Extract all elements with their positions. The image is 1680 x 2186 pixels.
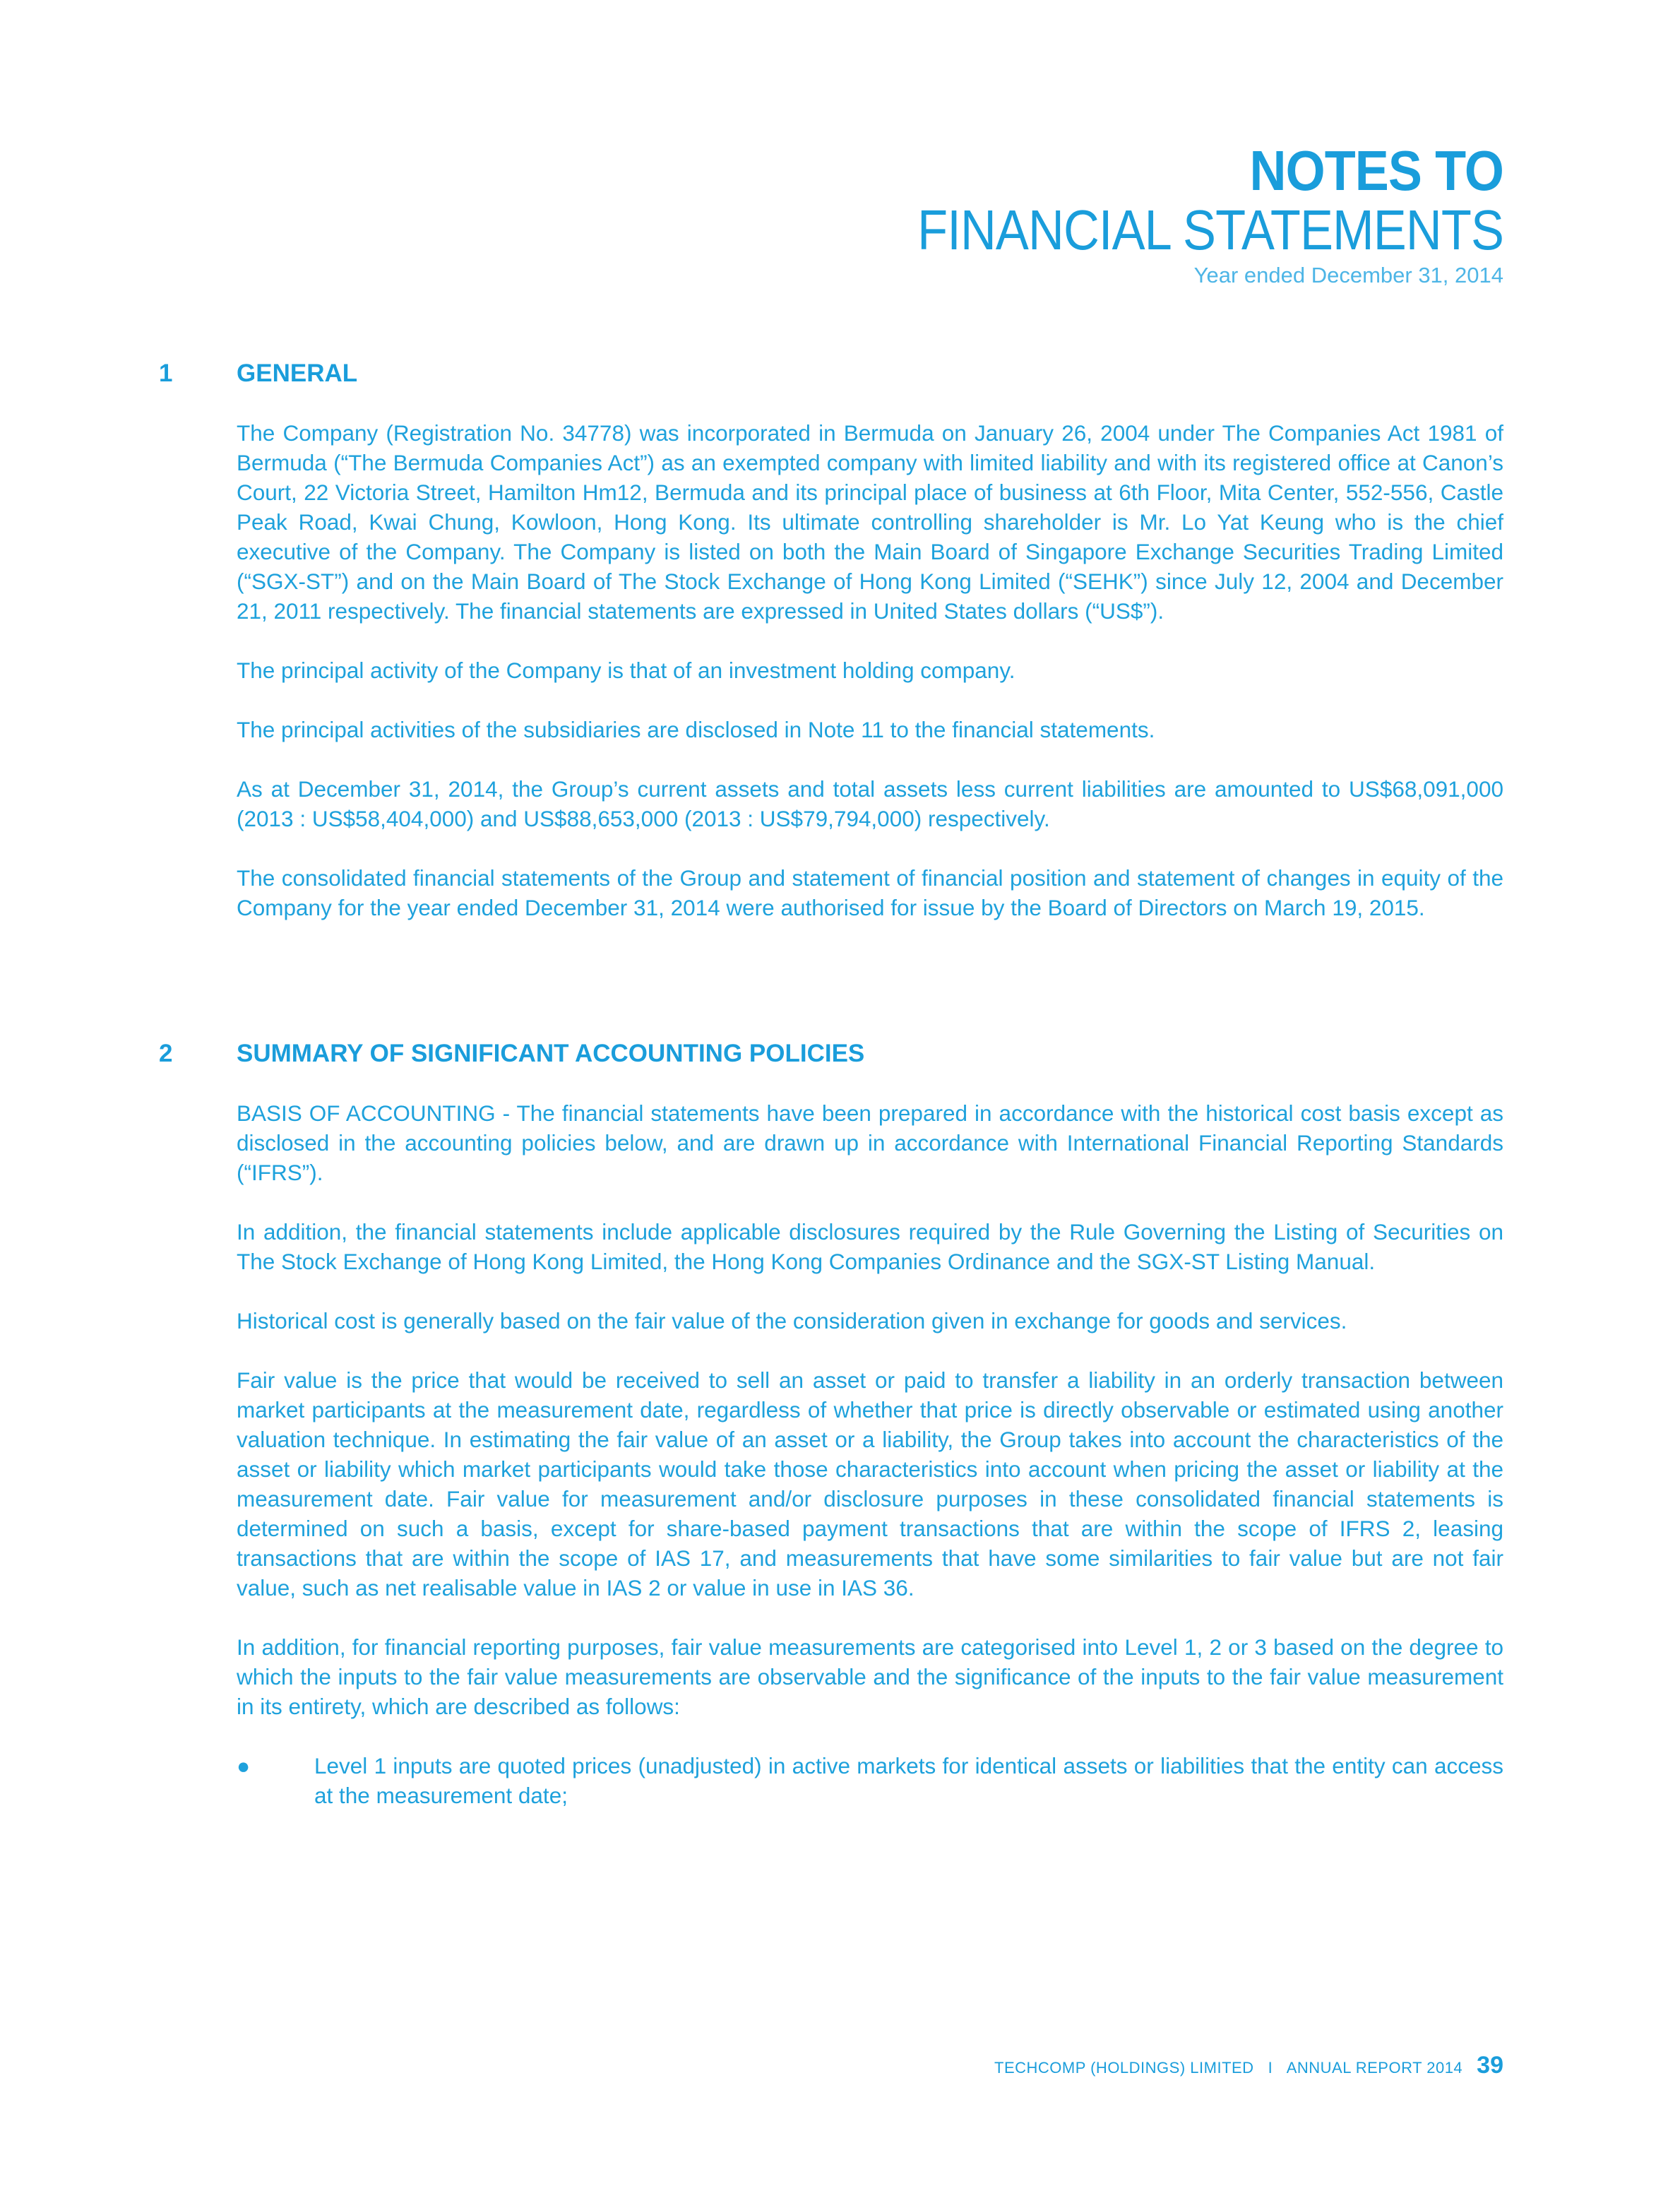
paragraph: The Company (Registration No. 34778) was incorporated in Bermuda on January 26, 2004 under The Companies Act 1981 of Bermuda (“The Bermuda Companies Act”) as an exempted company with limited liability and with its registered office at Canon’s Court, 22 Victoria Street, Hamilton Hm12, Bermuda and its principal place of business at 6th Floor, Mita Center, 552-556, Castle Peak Road, Kwai Chung, Kowloon, Hong Kong. Its ultimate controlling shareholder is Mr. Lo Yat Keung who is the chief executive of the Company. The Company is listed on both the Main Board of Singapore Exchange Securities Trading Limited (“SGX-ST”) and on the Main Board of The Stock Exchange of Hong Kong Limited (“SEHK”) since July 12, 2004 and December 21, 2011 respectively. The financial statements are expressed in United States dollars (“US$”). [237, 420, 1503, 624]
section-title: SUMMARY OF SIGNIFICANT ACCOUNTING POLICIES [237, 1040, 865, 1067]
section-heading [159, 1039, 1503, 1069]
footer-company: TECHCOMP (HOLDINGS) LIMITED [994, 2059, 1254, 2077]
section-title: GENERAL [237, 360, 358, 387]
footer-report: ANNUAL REPORT 2014 [1286, 2059, 1463, 2077]
section-number: 2 [159, 1040, 173, 1067]
footer-separator: I [1268, 2059, 1273, 2077]
page-number: 39 [1477, 2052, 1503, 2079]
paragraph: BASIS OF ACCOUNTING - The financial statements have been prepared in accordance with the historical cost basis except as disclosed in the accounting policies below, and are drawn up in accordance with International Financial Reporting Standards (“IFRS”). [237, 1100, 1503, 1185]
header-title-line1: NOTES TO [1249, 139, 1503, 202]
section-number: 1 [159, 360, 173, 387]
list-item [237, 1751, 1503, 1810]
page-header [838, 141, 1503, 290]
paragraph: The consolidated financial statements of the Group and statement of financial position and statement of changes in equity of the Company for the year ended December 31, 2014 were authorised for issue by the Board of Directors on March 19, 2015. [237, 865, 1503, 920]
section-body [237, 418, 1503, 922]
section-heading [159, 359, 1503, 388]
paragraph: The principal activity of the Company is that of an investment holding company. [237, 658, 1015, 683]
bullet-text: Level 1 inputs are quoted prices (unadjusted) in active markets for identical assets or liabilities that the entity can access at the measurement date; [314, 1753, 1503, 1808]
header-title-line2: FINANCIAL STATEMENTS [917, 198, 1503, 261]
paragraph: In addition, the financial statements include applicable disclosures required by the Rule Governing the Listing of Securities on The Stock Exchange of Hong Kong Limited, the Hong Kong Companies Ordinance and the SGX-ST Listing Manual. [237, 1219, 1503, 1274]
header-subtitle: Year ended December 31, 2014 [1193, 263, 1503, 287]
section-general [159, 359, 1503, 922]
paragraph: As at December 31, 2014, the Group’s current assets and total assets less current liabilities are amounted to US$68,091,000 (2013 : US$58,404,000) and US$88,653,000 (2013 : US$79,794,000) respectively. [237, 776, 1503, 831]
paragraph: Historical cost is generally based on the fair value of the consideration given in exchange for goods and services. [237, 1308, 1347, 1333]
paragraph: Fair value is the price that would be received to sell an asset or paid to transfer a liability in an orderly transaction between market participants at the measurement date, regardless of whether that price is directly observable or estimated using another valuation technique. In estimating the fair value of an asset or a liability, the Group takes into account the characteristics of the asset or liability which market participants would take those characteristics into account when pricing the asset or liability at the measurement date. Fair value for measurement and/or disclosure purposes in these consolidated financial statements is determined on such a basis, except for share-based payment transactions that are within the scope of IFRS 2, leasing transactions that are within the scope of IAS 17, and measurements that have some similarities to fair value but are not fair value, such as net realisable value in IAS 2 or value in use in IAS 36. [237, 1367, 1503, 1600]
paragraph: In addition, for financial reporting purposes, fair value measurements are categorised into Level 1, 2 or 3 based on the degree to which the inputs to the fair value measurements are observable and the significance of the inputs to the fair value measurement in its entirety, which are described as follows: [237, 1634, 1503, 1719]
page-footer [994, 2052, 1503, 2079]
paragraph: The principal activities of the subsidiaries are disclosed in Note 11 to the financial statements. [237, 717, 1155, 742]
bullet-icon: ● [237, 1753, 251, 1778]
section-accounting-policies [159, 1039, 1503, 1810]
section-body [237, 1098, 1503, 1810]
